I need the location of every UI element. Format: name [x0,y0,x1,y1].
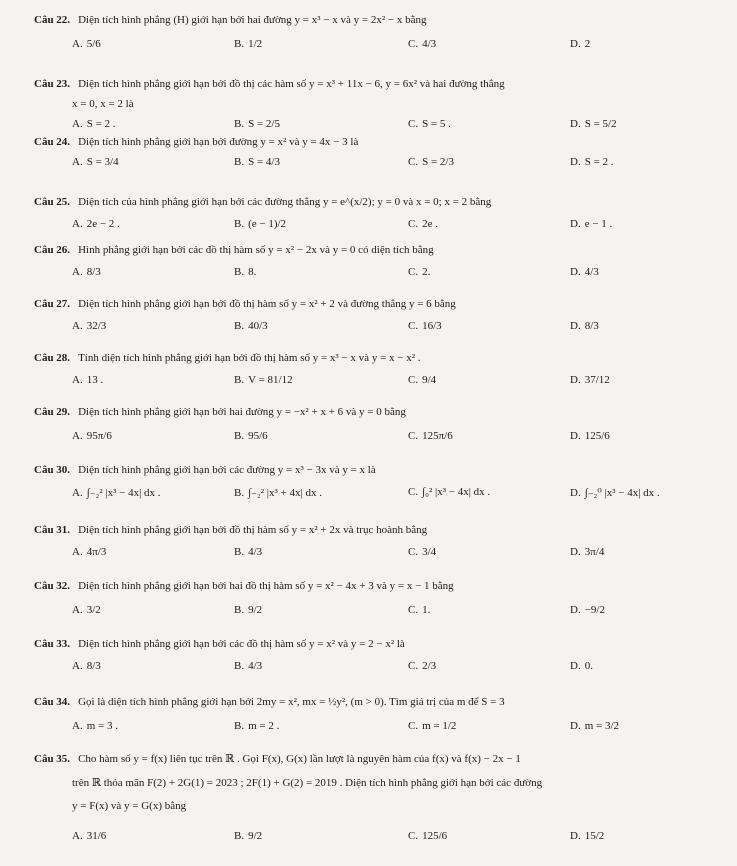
answer-option-c[interactable] [408,320,442,332]
option-letter: D. [570,218,581,230]
option-value: 37/12 [584,374,610,386]
option-letter: A. [72,720,83,732]
question-stem: Diện tích hình phẳng (H) giới hạn bởi hai đường y = x³ − x và y = 2x² − x bằng [78,14,427,26]
answer-option-a[interactable] [72,486,161,499]
question-text [34,352,421,364]
option-letter: B. [234,660,245,672]
answer-option-d[interactable] [570,218,612,230]
option-letter: C. [408,660,419,672]
answer-option-c[interactable] [408,218,438,230]
option-letter: A. [72,604,83,616]
option-letter: A. [72,218,83,230]
answer-option-c[interactable] [408,156,454,168]
question-text [34,196,491,208]
option-value: 0. [584,660,593,672]
option-letter: D. [570,374,581,386]
option-letter: B. [234,320,245,332]
option-value: ∫₀² |x³ − 4x| dx . [422,486,491,498]
option-letter: A. [72,320,83,332]
option-value: e − 1 . [584,218,613,230]
question-number: Câu 26. [34,244,71,256]
option-letter: D. [570,156,581,168]
question-text [34,464,376,476]
question-number: Câu 35. [34,753,71,765]
answer-option-c[interactable] [408,720,456,732]
question-text [34,580,454,592]
answer-option-d[interactable] [570,266,599,278]
option-letter: D. [570,604,581,616]
answer-option-c[interactable] [408,604,430,616]
option-value: 95/6 [248,430,268,442]
option-value: 95π/6 [86,430,112,442]
question-text [34,524,427,536]
option-letter: A. [72,546,83,558]
option-letter: C. [408,218,419,230]
answer-option-b[interactable] [234,720,279,732]
option-letter: A. [72,266,83,278]
option-letter: C. [408,546,419,558]
option-letter: B. [234,720,245,732]
question-number: Câu 24. [34,136,71,148]
option-letter: C. [408,374,419,386]
question-stem: Diện tích hình phẳng giới hạn bởi hai đồ thị hàm số y = x² − 4x + 3 và y = x − 1 bằng [78,580,454,592]
question-text [34,752,521,765]
answer-option-b[interactable] [234,374,293,386]
answer-option-d[interactable] [570,374,610,386]
question-stem: Tính diện tích hình phẳng giới hạn bởi đồ thị hàm số y = x³ − x và y = x − x² . [78,352,421,364]
option-value: 3π/4 [584,546,605,558]
question-text [34,78,505,90]
answer-option-c[interactable] [408,546,436,558]
option-letter: B. [234,38,245,50]
answer-option-c[interactable] [408,486,490,498]
option-letter: D. [570,546,581,558]
answer-option-b[interactable] [234,486,322,499]
option-letter: C. [408,266,419,278]
option-value: −9/2 [584,604,605,616]
option-value: S = 4/3 [248,156,280,168]
question-text [34,406,406,418]
option-letter: B. [234,604,245,616]
question-number: Câu 33. [34,638,71,650]
question-number: Câu 32. [34,580,71,592]
question-number: Câu 22. [34,14,71,26]
option-value: 8/3 [86,660,101,672]
question-text [34,14,426,26]
option-value: 31/6 [86,830,107,842]
option-letter: B. [234,156,245,168]
answer-option-b[interactable] [234,38,262,50]
question-stem: Diện tích hình phẳng giới hạn bởi đồ thị các hàm số y = x³ + 11x − 6, y = 6x² và hai đường thẳng [78,78,505,90]
answer-option-a[interactable] [72,266,101,278]
option-value: 15/2 [584,830,605,842]
answer-option-b[interactable] [234,218,286,230]
option-value: 4/3 [248,546,263,558]
question-text [34,136,358,148]
answer-option-a[interactable] [72,38,101,50]
option-value: 9/2 [248,830,263,842]
answer-option-b[interactable] [234,430,268,442]
answer-option-d[interactable] [570,830,604,842]
answer-option-a[interactable] [72,660,101,672]
option-value: m = 1/2 [422,720,457,732]
question-stem: Diện tích hình phẳng giới hạn bởi đường y = x² và y = 4x − 3 là [78,136,359,148]
option-letter: D. [570,266,581,278]
option-letter: A. [72,487,83,499]
answer-option-b[interactable] [234,118,280,130]
answer-option-b[interactable] [234,830,262,842]
option-letter: D. [570,320,581,332]
option-letter: C. [408,720,419,732]
option-value: 125/6 [584,430,610,442]
question-stem: Gọi là diện tích hình phẳng giới hạn bởi 2my = x², mx = ½y², (m > 0). Tìm giá trị của m để S = 3 [78,696,505,708]
answer-option-c[interactable] [408,374,436,386]
question-stem: Diện tích hình phẳng giới hạn bởi hai đường y = −x² + x + 6 và y = 0 bằng [78,406,406,418]
option-letter: A. [72,660,83,672]
option-letter: A. [72,374,83,386]
option-value: S = 5 . [422,118,451,130]
option-value: 13 . [86,374,104,386]
question-text-continued: x = 0, x = 2 là [72,98,134,110]
option-letter: D. [570,720,581,732]
answer-option-b[interactable] [234,156,280,168]
option-value: 3/2 [86,604,101,616]
option-letter: D. [570,487,581,499]
answer-option-d[interactable] [570,546,604,558]
question-text [34,696,505,708]
option-value: 2e − 2 . [86,218,120,230]
answer-option-c[interactable] [408,38,436,50]
option-value: 1. [422,604,431,616]
answer-option-a[interactable] [72,720,118,732]
question-stem: Diện tích hình phẳng giới hạn bởi các đồ thị hàm số y = x² và y = 2 − x² là [78,638,405,650]
question-number: Câu 23. [34,78,71,90]
answer-option-b[interactable] [234,546,262,558]
answer-option-b[interactable] [234,660,262,672]
option-letter: D. [570,38,581,50]
option-letter: D. [570,660,581,672]
option-value: 8/3 [584,320,599,332]
question-number: Câu 29. [34,406,71,418]
option-value: 40/3 [248,320,268,332]
answer-option-d[interactable] [570,660,593,672]
question-stem: Diện tích hình phẳng giới hạn bởi đồ thị hàm số y = x² + 2x và trục hoành bằng [78,524,428,536]
question-stem: Diện tích hình phẳng giới hạn bởi các đường y = x³ − 3x và y = x là [78,464,376,476]
option-letter: C. [408,156,419,168]
answer-option-a[interactable] [72,218,120,230]
option-value: 4/3 [248,660,263,672]
option-letter: A. [72,830,83,842]
question-text-continued: trên ℝ thỏa mãn F(2) + 2G(1) = 2023 ; 2F(1) + G(2) = 2019 . Diện tích hình phẳng giới hạn bởi các đường [72,777,543,789]
option-value: 2/3 [422,660,437,672]
option-letter: B. [234,546,245,558]
option-value: S = 5/2 [584,118,617,130]
question-number: Câu 30. [34,464,71,476]
answer-option-b[interactable] [234,320,268,332]
option-letter: D. [570,430,581,442]
option-letter: C. [408,830,419,842]
option-value: 5/6 [86,38,101,50]
option-value: 9/2 [248,604,263,616]
answer-option-d[interactable] [570,320,599,332]
option-value: ∫₋₂² |x³ + 4x| dx . [248,487,322,499]
option-value: S = 2 . [86,118,116,130]
option-letter: A. [72,430,83,442]
option-letter: A. [72,118,83,130]
option-value: m = 2 . [248,720,280,732]
answer-option-d[interactable] [570,38,590,50]
option-letter: C. [408,320,419,332]
option-value: (e − 1)/2 [248,218,287,230]
question-number: Câu 28. [34,352,71,364]
question-text [34,298,456,310]
option-value: 3/4 [422,546,437,558]
option-value: 125/6 [422,830,448,842]
question-number: Câu 31. [34,524,71,536]
answer-option-a[interactable] [72,118,116,130]
option-letter: A. [72,156,83,168]
option-value: 32/3 [86,320,107,332]
option-value: 2. [422,266,431,278]
answer-option-a[interactable] [72,374,103,386]
answer-option-d[interactable] [570,118,617,130]
answer-option-a[interactable] [72,830,106,842]
answer-option-a[interactable] [72,604,101,616]
option-value: V = 81/12 [248,374,293,386]
option-letter: B. [234,487,245,499]
option-letter: A. [72,38,83,50]
option-value: S = 2/5 [248,118,280,130]
question-stem: Diện tích của hình phẳng giới hạn bởi các đường thẳng y = e^(x/2); y = 0 và x = 0; x = 2 bằng [78,196,492,208]
answer-option-c[interactable] [408,830,447,842]
question-number: Câu 25. [34,196,71,208]
option-value: S = 2/3 [422,156,454,168]
question-number: Câu 34. [34,696,71,708]
option-letter: C. [408,486,419,498]
option-value: 16/3 [422,320,442,332]
answer-option-b[interactable] [234,604,262,616]
option-value: 8. [248,266,257,278]
option-value: 4/3 [584,266,599,278]
option-letter: B. [234,218,245,230]
option-value: ∫₋₂² |x³ − 4x| dx . [86,487,161,499]
option-value: 1/2 [248,38,263,50]
question-text [34,244,434,256]
question-stem: Diện tích hình phẳng giới hạn bởi đồ thị hàm số y = x² + 2 và đường thẳng y = 6 bằng [78,298,456,310]
option-letter: B. [234,430,245,442]
option-letter: D. [570,118,581,130]
option-value: 125π/6 [422,430,453,442]
option-value: ∫₋₂⁰ |x³ − 4x| dx . [584,487,660,499]
answer-option-c[interactable] [408,266,430,278]
answer-option-c[interactable] [408,430,453,442]
option-letter: C. [408,118,419,130]
answer-option-b[interactable] [234,266,256,278]
answer-option-a[interactable] [72,156,119,168]
option-value: 4/3 [422,38,437,50]
answer-option-a[interactable] [72,320,106,332]
option-letter: B. [234,118,245,130]
question-text [34,638,405,650]
option-value: S = 2 . [584,156,614,168]
answer-option-d[interactable] [570,156,614,168]
option-value: m = 3 . [86,720,118,732]
option-value: 9/4 [422,374,437,386]
question-text-continued: y = F(x) và y = G(x) bằng [72,800,187,812]
option-value: 2 [584,38,591,50]
option-letter: D. [570,830,581,842]
answer-option-c[interactable] [408,118,451,130]
option-letter: C. [408,430,419,442]
option-value: m = 3/2 [584,720,620,732]
option-value: 4π/3 [86,546,107,558]
option-letter: B. [234,374,245,386]
answer-option-d[interactable] [570,430,610,442]
question-number: Câu 27. [34,298,71,310]
option-value: 8/3 [86,266,101,278]
option-letter: B. [234,830,245,842]
option-letter: B. [234,266,245,278]
question-stem: Cho hàm số y = f(x) liên tục trên ℝ . Gọi F(x), G(x) lần lượt là nguyên hàm của f(x) và f(x) − 2x − 1 [78,753,521,765]
option-letter: C. [408,38,419,50]
answer-option-a[interactable] [72,430,112,442]
answer-option-d[interactable] [570,720,619,732]
option-value: S = 3/4 [86,156,119,168]
answer-option-d[interactable] [570,604,605,616]
answer-option-a[interactable] [72,546,106,558]
answer-option-c[interactable] [408,660,436,672]
option-value: 2e . [422,218,438,230]
answer-option-d[interactable] [570,486,660,499]
question-stem: Hình phẳng giới hạn bởi các đồ thị hàm số y = x² − 2x và y = 0 có diện tích bằng [78,244,434,256]
option-letter: C. [408,604,419,616]
